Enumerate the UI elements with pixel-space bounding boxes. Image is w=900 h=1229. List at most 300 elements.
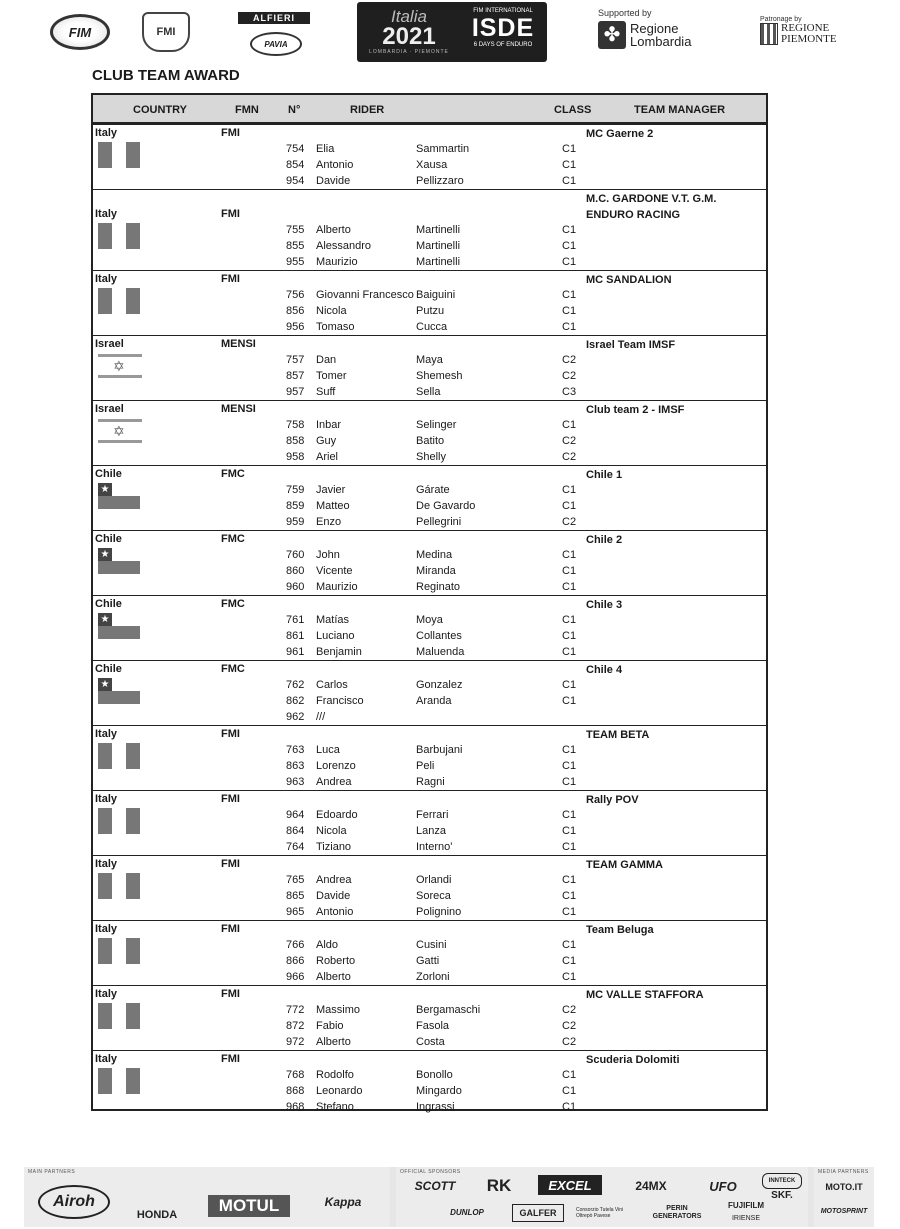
ufo-logo: UFO bbox=[709, 1178, 737, 1194]
rider-number: 765 bbox=[286, 874, 305, 886]
rider-first-name: Tomer bbox=[316, 370, 347, 382]
rider-number: 863 bbox=[286, 760, 305, 772]
rider-number: 760 bbox=[286, 549, 305, 561]
kappa-logo: Kappa bbox=[324, 1195, 362, 1209]
official-sponsors: OFFICIAL SPONSORS SCOTT RK EXCEL 24MX UFO INNTECK SKF. DUNLOP GALFER Consorzio Tutela Vini Oltrepò Pavese PERIN GENERATORS FUJIFILM IRIENSE bbox=[396, 1167, 808, 1227]
rider-first-name: Maurizio bbox=[316, 256, 358, 268]
motosprint-logo: MOTOSPRINT bbox=[820, 1207, 868, 1215]
rider-surname: Shemesh bbox=[416, 370, 463, 382]
team-manager: Chile 1 bbox=[586, 469, 623, 481]
isde-2021-logo: Italia 2021 LOMBARDIA · PIEMONTE FIM INTERNATIONAL ISDE 6 DAYS OF ENDURO bbox=[357, 2, 547, 62]
fmi-logo: FMI bbox=[142, 12, 190, 52]
rider-first-name: Fabio bbox=[316, 1020, 344, 1032]
iriense-logo: IRIENSE bbox=[731, 1214, 760, 1222]
rider-first-name: Andrea bbox=[316, 874, 352, 886]
rider-class: C1 bbox=[562, 955, 577, 967]
team-manager: M.C. GARDONE V.T. G.M. ENDURO RACING bbox=[586, 193, 717, 221]
rider-surname: Fasola bbox=[416, 1020, 450, 1032]
rider-row bbox=[93, 939, 766, 955]
rider-first-name: /// bbox=[316, 711, 326, 723]
rider-first-name: Dan bbox=[316, 354, 337, 366]
rider-class: C1 bbox=[562, 890, 577, 902]
rider-class: C1 bbox=[562, 1069, 577, 1081]
rider-surname: Shelly bbox=[416, 451, 446, 463]
rider-surname: Collantes bbox=[416, 630, 462, 642]
israel-flag-icon: ✡ bbox=[98, 353, 140, 379]
rider-surname: Gárate bbox=[416, 484, 450, 496]
rider-number: 964 bbox=[286, 809, 305, 821]
chile-flag-icon: ★ bbox=[98, 678, 140, 704]
rider-row bbox=[93, 549, 766, 565]
sponsor-footer bbox=[24, 1167, 874, 1227]
team-manager: Scuderia Dolomiti bbox=[586, 1054, 680, 1066]
excel-logo: EXCEL bbox=[538, 1175, 602, 1195]
team-fmn: MENSI bbox=[221, 403, 256, 415]
rider-surname: Martinelli bbox=[416, 224, 461, 236]
rider-number: 872 bbox=[286, 1020, 305, 1032]
rider-number: 864 bbox=[286, 825, 305, 837]
team-block bbox=[93, 466, 766, 531]
perin-logo: PERIN GENERATORS bbox=[652, 1205, 702, 1220]
rider-number: 763 bbox=[286, 744, 305, 756]
rider-class: C2 bbox=[562, 451, 577, 463]
rider-number: 960 bbox=[286, 581, 305, 593]
rider-surname: Soreca bbox=[416, 890, 451, 902]
consorzio-logo: Consorzio Tutela Vini Oltrepò Pavese bbox=[576, 1207, 624, 1219]
24mx-logo: 24MX bbox=[635, 1179, 667, 1193]
rider-row bbox=[93, 1004, 766, 1020]
rider-row bbox=[93, 289, 766, 305]
rider-number: 757 bbox=[286, 354, 305, 366]
rider-number: 966 bbox=[286, 971, 305, 983]
rider-class: C1 bbox=[562, 841, 577, 853]
chile-flag-icon: ★ bbox=[98, 548, 140, 574]
rider-row bbox=[93, 500, 766, 516]
rider-surname: Sella bbox=[416, 386, 441, 398]
team-block bbox=[93, 661, 766, 726]
rider-surname: Zorloni bbox=[416, 971, 450, 983]
team-block bbox=[93, 921, 766, 986]
fim-logo: FIM bbox=[50, 14, 110, 50]
team-fmn: FMI bbox=[221, 208, 240, 220]
rider-number: 860 bbox=[286, 565, 305, 577]
team-fmn: FMI bbox=[221, 728, 240, 740]
rider-number: 854 bbox=[286, 159, 305, 171]
rider-surname: Sammartin bbox=[416, 143, 470, 155]
team-fmn: FMI bbox=[221, 793, 240, 805]
rider-surname: Moya bbox=[416, 614, 443, 626]
rider-row bbox=[93, 419, 766, 435]
rider-first-name: Davide bbox=[316, 890, 351, 902]
rider-class: C1 bbox=[562, 565, 577, 577]
team-country: Chile bbox=[95, 598, 122, 610]
rider-class: C1 bbox=[562, 744, 577, 756]
rider-first-name: Carlos bbox=[316, 679, 348, 691]
team-fmn: FMC bbox=[221, 663, 245, 675]
rider-number: 858 bbox=[286, 435, 305, 447]
rider-row bbox=[93, 354, 766, 370]
team-block bbox=[93, 596, 766, 661]
team-manager: TEAM GAMMA bbox=[586, 859, 663, 871]
rider-row bbox=[93, 1069, 766, 1085]
rider-row bbox=[93, 971, 766, 987]
rider-surname: Orlandi bbox=[416, 874, 452, 886]
table-header bbox=[93, 95, 766, 125]
rider-surname: De Gavardo bbox=[416, 500, 476, 512]
rider-row bbox=[93, 874, 766, 890]
rider-surname: Maluenda bbox=[416, 646, 465, 658]
team-manager: Team Beluga bbox=[586, 924, 654, 936]
rider-row bbox=[93, 565, 766, 581]
rider-surname: Medina bbox=[416, 549, 453, 561]
rider-row bbox=[93, 825, 766, 841]
rk-logo: RK bbox=[486, 1176, 512, 1195]
team-manager: MC SANDALION bbox=[586, 274, 672, 286]
rider-first-name: Tiziano bbox=[316, 841, 352, 853]
rider-class: C1 bbox=[562, 630, 577, 642]
rider-number: 955 bbox=[286, 256, 305, 268]
rider-first-name: Rodolfo bbox=[316, 1069, 354, 1081]
rider-class: C1 bbox=[562, 224, 577, 236]
rider-number: 772 bbox=[286, 1004, 305, 1016]
rider-class: C2 bbox=[562, 435, 577, 447]
team-block bbox=[93, 1051, 766, 1116]
rider-first-name: Alberto bbox=[316, 224, 351, 236]
rider-number: 962 bbox=[286, 711, 305, 723]
rider-row bbox=[93, 484, 766, 500]
rider-class: C1 bbox=[562, 500, 577, 512]
rider-surname: Reginato bbox=[416, 581, 461, 593]
team-country: Italy bbox=[95, 127, 118, 139]
rider-surname: Pellegrini bbox=[416, 516, 462, 528]
team-block bbox=[93, 856, 766, 921]
rider-row bbox=[93, 679, 766, 695]
motoit-logo: MOTO.IT bbox=[825, 1182, 863, 1192]
team-block bbox=[93, 791, 766, 856]
col-number: N° bbox=[288, 104, 301, 116]
rider-number: 766 bbox=[286, 939, 305, 951]
team-fmn: FMI bbox=[221, 858, 240, 870]
rider-row bbox=[93, 435, 766, 451]
team-fmn: FMC bbox=[221, 533, 245, 545]
alfieri-logo: ALFIERI bbox=[238, 12, 310, 24]
rider-class: C1 bbox=[562, 256, 577, 268]
rider-row bbox=[93, 451, 766, 467]
rider-first-name: Javier bbox=[316, 484, 346, 496]
rider-class: C1 bbox=[562, 614, 577, 626]
rider-first-name: Matías bbox=[316, 614, 350, 626]
main-partners: MAIN PARTNERS Airoh HONDA MOTUL Kappa bbox=[24, 1167, 390, 1227]
pavia-logo: PAVIA bbox=[250, 32, 302, 56]
rider-class: C1 bbox=[562, 321, 577, 333]
rider-first-name: Nicola bbox=[316, 305, 347, 317]
rider-row bbox=[93, 175, 766, 191]
team-country: Israel bbox=[95, 403, 124, 415]
rider-number: 855 bbox=[286, 240, 305, 252]
rider-surname: Ferrari bbox=[416, 809, 449, 821]
rider-surname: Ingrassi bbox=[416, 1101, 455, 1113]
team-block bbox=[93, 401, 766, 466]
rider-row bbox=[93, 906, 766, 922]
team-block bbox=[93, 531, 766, 596]
rider-surname: Mingardo bbox=[416, 1085, 462, 1097]
rider-first-name: Ariel bbox=[316, 451, 339, 463]
team-fmn: FMI bbox=[221, 127, 240, 139]
rider-number: 764 bbox=[286, 841, 305, 853]
team-country: Chile bbox=[95, 533, 122, 545]
rider-row bbox=[93, 1101, 766, 1117]
rider-row bbox=[93, 516, 766, 532]
rider-first-name: Antonio bbox=[316, 159, 354, 171]
rider-number: 959 bbox=[286, 516, 305, 528]
rider-class: C2 bbox=[562, 1036, 577, 1048]
rider-first-name: Inbar bbox=[316, 419, 342, 431]
airoh-logo: Airoh bbox=[38, 1185, 110, 1219]
team-country: Italy bbox=[95, 728, 118, 740]
team-country: Italy bbox=[95, 923, 118, 935]
rider-class: C1 bbox=[562, 695, 577, 707]
rider-class: C1 bbox=[562, 143, 577, 155]
piemonte-shield-icon bbox=[760, 23, 778, 45]
rider-row bbox=[93, 159, 766, 175]
rider-first-name: Vicente bbox=[316, 565, 353, 577]
rider-number: 768 bbox=[286, 1069, 305, 1081]
rider-first-name: Alessandro bbox=[316, 240, 372, 252]
team-fmn: FMI bbox=[221, 988, 240, 1000]
page-title: CLUB TEAM AWARD bbox=[92, 67, 240, 84]
rider-row bbox=[93, 955, 766, 971]
fujifilm-logo: FUJIFILM bbox=[728, 1200, 764, 1210]
club-team-table bbox=[91, 93, 768, 1111]
rider-surname: Costa bbox=[416, 1036, 445, 1048]
rider-surname: Martinelli bbox=[416, 240, 461, 252]
rider-first-name: Davide bbox=[316, 175, 351, 187]
rider-class: C1 bbox=[562, 240, 577, 252]
rider-number: 868 bbox=[286, 1085, 305, 1097]
rider-number: 963 bbox=[286, 776, 305, 788]
rider-number: 754 bbox=[286, 143, 305, 155]
rider-first-name: Nicola bbox=[316, 825, 347, 837]
team-block bbox=[93, 986, 766, 1051]
rider-surname: Gonzalez bbox=[416, 679, 463, 691]
rider-class: C2 bbox=[562, 354, 577, 366]
team-fmn: FMI bbox=[221, 273, 240, 285]
rider-class: C1 bbox=[562, 175, 577, 187]
team-manager: Club team 2 - IMSF bbox=[586, 404, 685, 416]
rider-surname: Cucca bbox=[416, 321, 448, 333]
rider-first-name: Stefano bbox=[316, 1101, 354, 1113]
rider-first-name: Lorenzo bbox=[316, 760, 356, 772]
rider-number: 961 bbox=[286, 646, 305, 658]
rider-class: C3 bbox=[562, 386, 577, 398]
team-block bbox=[93, 336, 766, 401]
rider-class: C1 bbox=[562, 484, 577, 496]
chile-flag-icon: ★ bbox=[98, 483, 140, 509]
rider-number: 954 bbox=[286, 175, 305, 187]
rider-first-name: Leonardo bbox=[316, 1085, 363, 1097]
rider-first-name: Suff bbox=[316, 386, 336, 398]
team-country: Italy bbox=[95, 208, 118, 220]
rider-class: C1 bbox=[562, 1101, 577, 1113]
team-manager: Chile 2 bbox=[586, 534, 623, 546]
team-country: Chile bbox=[95, 663, 122, 675]
rider-row bbox=[93, 321, 766, 337]
team-block bbox=[93, 190, 766, 271]
rider-row bbox=[93, 776, 766, 792]
rider-class: C2 bbox=[562, 370, 577, 382]
rider-surname: Pellizzaro bbox=[416, 175, 464, 187]
dunlop-logo: DUNLOP bbox=[450, 1207, 484, 1217]
rider-surname: Bonollo bbox=[416, 1069, 453, 1081]
rider-surname: Bergamaschi bbox=[416, 1004, 481, 1016]
team-country: Italy bbox=[95, 793, 118, 805]
rider-first-name: Guy bbox=[316, 435, 337, 447]
rider-row bbox=[93, 1085, 766, 1101]
team-country: Israel bbox=[95, 338, 124, 350]
header-logos bbox=[0, 0, 900, 68]
rider-first-name: Maurizio bbox=[316, 581, 358, 593]
rider-number: 861 bbox=[286, 630, 305, 642]
team-block bbox=[93, 726, 766, 791]
rider-class: C1 bbox=[562, 289, 577, 301]
rider-number: 762 bbox=[286, 679, 305, 691]
rider-surname: Batito bbox=[416, 435, 445, 447]
rider-first-name: Luciano bbox=[316, 630, 355, 642]
rider-number: 761 bbox=[286, 614, 305, 626]
rider-surname: Aranda bbox=[416, 695, 452, 707]
rider-number: 756 bbox=[286, 289, 305, 301]
rider-first-name: Alberto bbox=[316, 971, 351, 983]
rider-first-name: Alberto bbox=[316, 1036, 351, 1048]
rider-row bbox=[93, 711, 766, 727]
rider-first-name: Tomaso bbox=[316, 321, 355, 333]
motul-logo: MOTUL bbox=[208, 1195, 290, 1217]
rider-class: C1 bbox=[562, 581, 577, 593]
rider-surname: Putzu bbox=[416, 305, 445, 317]
rider-surname: Baiguini bbox=[416, 289, 456, 301]
col-class: CLASS bbox=[554, 104, 592, 116]
rider-class: C1 bbox=[562, 776, 577, 788]
rider-number: 968 bbox=[286, 1101, 305, 1113]
skf-logo: SKF. bbox=[771, 1189, 793, 1201]
rider-surname: Cusini bbox=[416, 939, 447, 951]
rider-row bbox=[93, 1020, 766, 1036]
col-team-manager: TEAM MANAGER bbox=[634, 104, 726, 116]
rider-row bbox=[93, 256, 766, 272]
rider-row bbox=[93, 240, 766, 256]
team-fmn: FMI bbox=[221, 923, 240, 935]
rider-number: 965 bbox=[286, 906, 305, 918]
rider-surname: Selinger bbox=[416, 419, 457, 431]
media-partners: MEDIA PARTNERS MOTO.IT MOTOSPRINT bbox=[814, 1167, 874, 1227]
rider-class: C1 bbox=[562, 809, 577, 821]
rider-row bbox=[93, 760, 766, 776]
honda-logo: HONDA bbox=[136, 1209, 178, 1221]
team-country: Italy bbox=[95, 1053, 118, 1065]
team-fmn: FMC bbox=[221, 468, 245, 480]
col-rider: RIDER bbox=[350, 104, 385, 116]
rider-first-name: Giovanni Francesco bbox=[316, 289, 414, 301]
rider-first-name: Andrea bbox=[316, 776, 352, 788]
rider-class: C2 bbox=[562, 1004, 577, 1016]
rider-first-name: Elia bbox=[316, 143, 335, 155]
rider-first-name: Matteo bbox=[316, 500, 350, 512]
team-manager: Rally POV bbox=[586, 794, 639, 806]
rider-class: C1 bbox=[562, 305, 577, 317]
rider-number: 862 bbox=[286, 695, 305, 707]
rider-number: 759 bbox=[286, 484, 305, 496]
rider-surname: Maya bbox=[416, 354, 443, 366]
rider-number: 857 bbox=[286, 370, 305, 382]
team-fmn: FMI bbox=[221, 1053, 240, 1065]
col-country: COUNTRY bbox=[133, 104, 187, 116]
team-block bbox=[93, 271, 766, 336]
rider-row bbox=[93, 1036, 766, 1052]
israel-flag-icon: ✡ bbox=[98, 418, 140, 444]
rider-first-name: Roberto bbox=[316, 955, 356, 967]
rider-class: C1 bbox=[562, 679, 577, 691]
regione-piemonte-logo: Patronage by REGIONE PIEMONTE bbox=[760, 16, 837, 45]
rider-class: C1 bbox=[562, 549, 577, 561]
team-manager: Israel Team IMSF bbox=[586, 339, 676, 351]
rider-row bbox=[93, 646, 766, 662]
rider-number: 856 bbox=[286, 305, 305, 317]
team-country: Italy bbox=[95, 273, 118, 285]
rider-number: 865 bbox=[286, 890, 305, 902]
scott-logo: SCOTT bbox=[414, 1179, 456, 1193]
rider-surname: Miranda bbox=[416, 565, 456, 577]
rider-number: 866 bbox=[286, 955, 305, 967]
rider-number: 956 bbox=[286, 321, 305, 333]
team-manager: Chile 4 bbox=[586, 664, 623, 676]
rider-class: C1 bbox=[562, 159, 577, 171]
rider-number: 972 bbox=[286, 1036, 305, 1048]
regione-lombardia-logo: Supported by ✤ Regione Lombardia bbox=[598, 8, 692, 49]
rider-first-name: Aldo bbox=[316, 939, 339, 951]
rider-row bbox=[93, 224, 766, 240]
rider-first-name: Massimo bbox=[316, 1004, 361, 1016]
rider-row bbox=[93, 370, 766, 386]
rider-row bbox=[93, 305, 766, 321]
rider-class: C1 bbox=[562, 760, 577, 772]
lombardia-rose-icon: ✤ bbox=[598, 21, 626, 49]
galfer-logo: GALFER bbox=[512, 1204, 564, 1222]
rider-class: C1 bbox=[562, 825, 577, 837]
rider-first-name: Benjamin bbox=[316, 646, 362, 658]
rider-number: 958 bbox=[286, 451, 305, 463]
rider-number: 859 bbox=[286, 500, 305, 512]
rider-first-name: Edoardo bbox=[316, 809, 358, 821]
rider-surname: Xausa bbox=[416, 159, 448, 171]
rider-surname: Gatti bbox=[416, 955, 440, 967]
rider-number: 755 bbox=[286, 224, 305, 236]
chile-flag-icon: ★ bbox=[98, 613, 140, 639]
rider-class: C1 bbox=[562, 1085, 577, 1097]
team-country: Chile bbox=[95, 468, 122, 480]
rider-first-name: Francisco bbox=[316, 695, 364, 707]
rider-row bbox=[93, 695, 766, 711]
rider-surname: Martinelli bbox=[416, 256, 461, 268]
rider-class: C1 bbox=[562, 874, 577, 886]
rider-class: C1 bbox=[562, 939, 577, 951]
rider-row bbox=[93, 581, 766, 597]
rider-surname: Polignino bbox=[416, 906, 462, 918]
team-fmn: MENSI bbox=[221, 338, 256, 350]
rider-class: C1 bbox=[562, 646, 577, 658]
rider-surname: Interno' bbox=[416, 841, 453, 853]
rider-row bbox=[93, 744, 766, 760]
team-manager: MC Gaerne 2 bbox=[586, 128, 654, 140]
